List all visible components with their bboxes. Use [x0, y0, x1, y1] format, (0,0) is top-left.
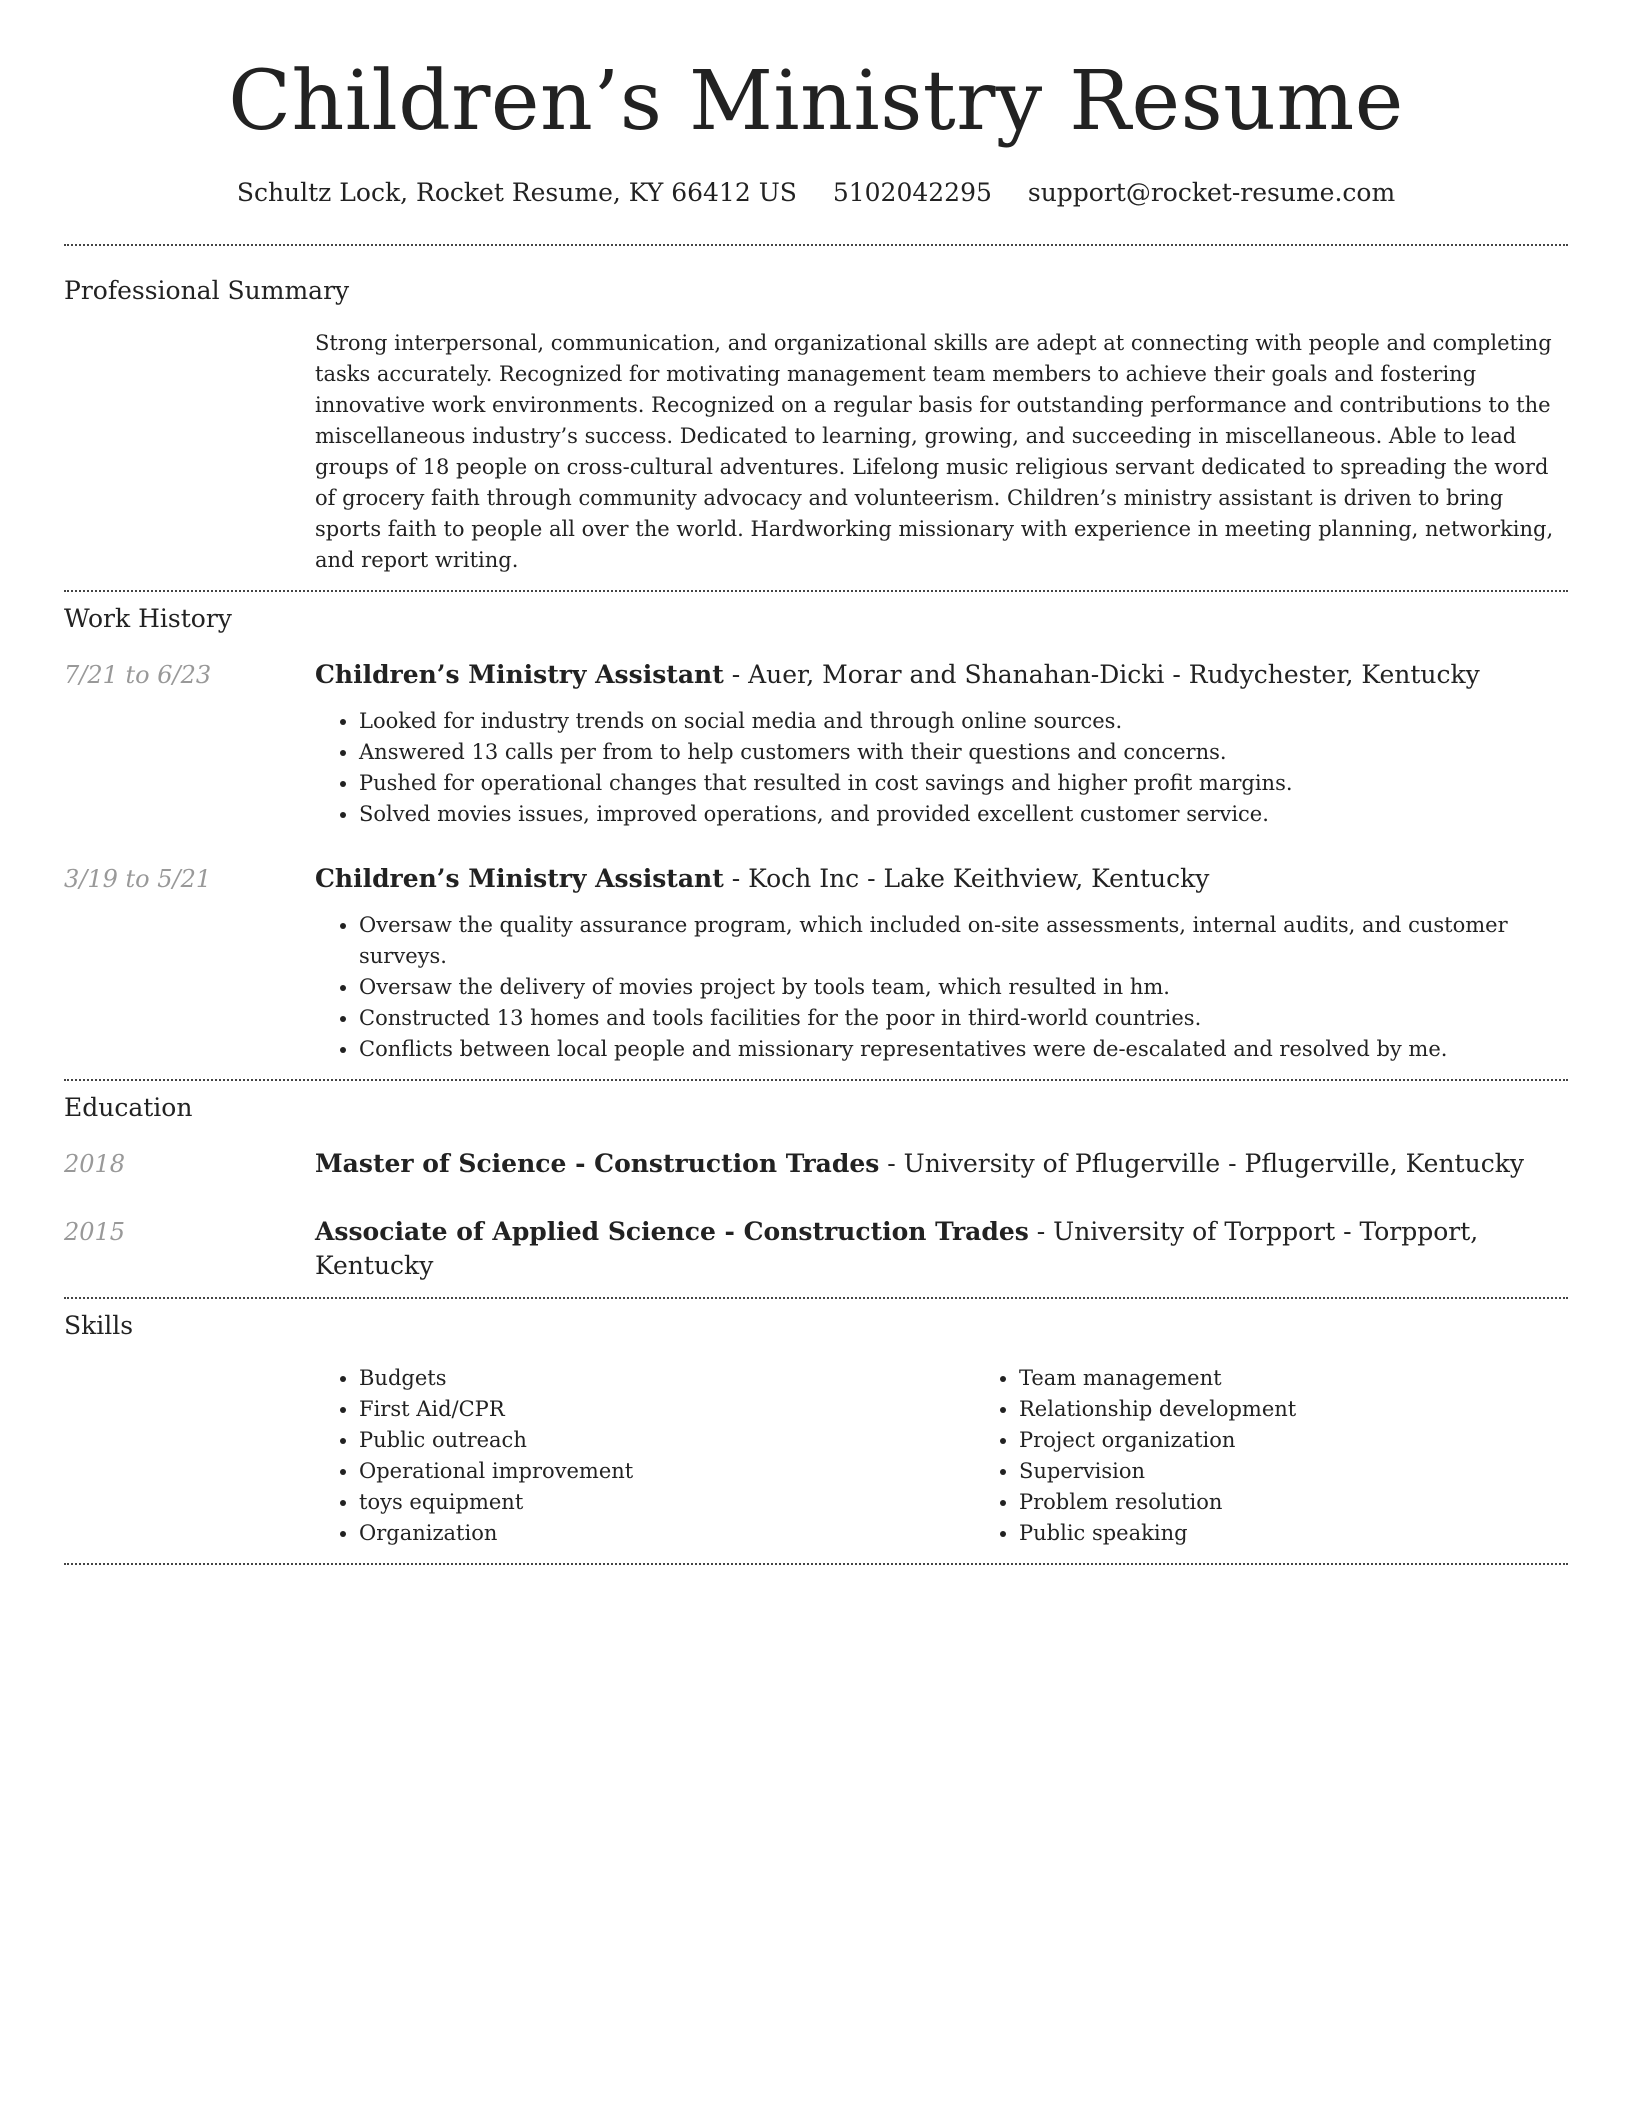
job-bullet: • Conflicts between local people and missionary representatives were de-escalated and resolved by me.: [359, 1034, 1568, 1065]
job-bullet: • Oversaw the delivery of movies project by tools team, which resulted in hm.: [359, 972, 1568, 1003]
job-dates: 3/19 to 5/21: [64, 865, 212, 893]
education-heading: Education: [64, 1093, 193, 1122]
job-title: Children’s Ministry Assistant: [315, 864, 724, 893]
job-bullet: • Looked for industry trends on social media and through online sources.: [359, 706, 1568, 737]
education-degree: Associate of Applied Science - Construction Trades: [315, 1217, 1029, 1246]
job-bullet: • Answered 13 calls per from to help customers with their questions and concerns.: [359, 737, 1568, 768]
summary-heading: Professional Summary: [64, 276, 350, 305]
skill-item: • Public outreach: [359, 1425, 975, 1456]
education-heading-line: [315, 1147, 1568, 1181]
summary-text: Strong interpersonal, communication, and organizational skills are adept at connecting with people and completing tasks accurately. Recognized for motivating management team members to achieve their goals and fostering innovative work environments. Recognized on a regular basis for outstanding performance and contributions to the miscellaneous industry’s success. Dedicated to learning, growing, and succeeding in miscellaneous. Able to lead groups of 18 people on cross-cultural adventures. Lifelong music religious servant dedicated to spreading the word of grocery faith through community advocacy and volunteerism. Children’s ministry assistant is driven to bring sports faith to people all over the world. Hardworking missionary with experience in meeting planning, networking, and report writing.: [315, 331, 1554, 572]
education-year: 2018: [64, 1150, 126, 1178]
summary-section: [64, 246, 1568, 590]
education-school: - University of Torpport - Torpport, Kentucky: [315, 1217, 1479, 1280]
skill-item: • Public speaking: [1019, 1518, 1632, 1549]
contact-line: [64, 176, 1568, 210]
skill-item: • Organization: [359, 1518, 975, 1549]
education-heading-line: [315, 1215, 1568, 1283]
job-bullets: [315, 910, 1568, 1065]
education-year: 2015: [64, 1218, 126, 1246]
work-section: [64, 592, 1568, 1079]
skill-item: • Operational improvement: [359, 1456, 975, 1487]
education-section: [64, 1081, 1568, 1297]
skill-item: • Relationship development: [1019, 1394, 1632, 1425]
job-title: Children’s Ministry Assistant: [315, 660, 724, 689]
work-heading: Work History: [64, 604, 232, 633]
job-employer: - Koch Inc - Lake Keithview, Kentucky: [723, 864, 1210, 893]
skill-item: • Problem resolution: [1019, 1487, 1632, 1518]
education-school: - University of Pflugerville - Pflugerville, Kentucky: [879, 1149, 1524, 1178]
job-entry: [64, 862, 1568, 1065]
skill-item: • First Aid/CPR: [359, 1394, 975, 1425]
skills-heading: Skills: [64, 1311, 134, 1340]
contact-email: support@rocket-resume.com: [1027, 178, 1396, 207]
resume-title: Children’s Ministry Resume: [228, 54, 1404, 149]
job-heading: [315, 862, 1568, 896]
skills-list-right: [975, 1363, 1632, 1549]
job-bullet: • Oversaw the quality assurance program, which included on-site assessments, internal audits, and customer surveys.: [359, 910, 1568, 972]
contact-address: Schultz Lock, Rocket Resume, KY 66412 US: [236, 178, 797, 207]
job-entry: [64, 658, 1568, 830]
education-entry: [64, 1147, 1568, 1181]
education-degree: Master of Science - Construction Trades: [315, 1149, 880, 1178]
skill-item: • Budgets: [359, 1363, 975, 1394]
job-dates: 7/21 to 6/23: [64, 661, 212, 689]
contact-phone: 5102042295: [832, 178, 992, 207]
skill-item: • Project organization: [1019, 1425, 1632, 1456]
job-bullets: [315, 706, 1568, 830]
skill-item: • Team management: [1019, 1363, 1632, 1394]
job-heading: [315, 658, 1568, 692]
skill-item: • toys equipment: [359, 1487, 975, 1518]
job-employer: - Auer, Morar and Shanahan-Dicki - Rudychester, Kentucky: [723, 660, 1480, 689]
job-bullet: • Solved movies issues, improved operations, and provided excellent customer service.: [359, 799, 1568, 830]
education-entry: [64, 1215, 1568, 1283]
section-divider: [64, 1563, 1568, 1565]
job-bullet: • Constructed 13 homes and tools facilities for the poor in third-world countries.: [359, 1003, 1568, 1034]
job-bullet: • Pushed for operational changes that resulted in cost savings and higher profit margins.: [359, 768, 1568, 799]
skill-item: • Supervision: [1019, 1456, 1632, 1487]
skills-list-left: [315, 1363, 975, 1549]
skills-section: [64, 1299, 1568, 1563]
